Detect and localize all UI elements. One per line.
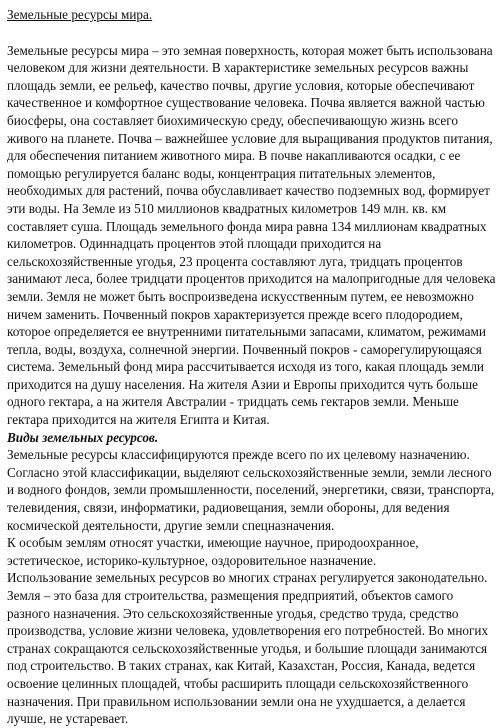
body-paragraph: Земельные ресурсы мира – это земная поверхность, которая может быть использована человеком для жизни деятельности. В характеристике земельных ресурсов важны площадь земли, ее рельеф, качество почвы, другие условия, которые обеспечивают качественное и комфортное существование человека. Почва является важной частью биосферы, она составляет биохимическую среду, обеспечивающую жизнь всего живого на планете. Почва – важнейшее условие для выращивания продуктов питания, для обеспечения питанием животного мира. В почве накапливаются осадки, с ее помощью регулируется баланс воды, концентрация питательных элементов, необходимых для растений, почва обуславливает качество подземных вод, формирует эти воды. На Земле из 510 миллионов квадратных километров 149 млн. кв. км составляет суша. Площадь земельного фонда мира равна 134 миллионам квадратных километров. Одиннадцать процентов этой площади приходится на сельскохозяйственные угодья, 23 процента составляют луга, тридцать процентов занимают леса, более тридцати процентов приходится на малопригодные для человека земли. Земля не может быть воспроизведена искусственным путем, ее невозможно ничем заменить. Почвенный покров характеризуется прежде всего плодородием, которое определяется ее внутренними питательными запасами, климатом, режимами тепла, воды, воздуха, солнечной энергии. Почвенный покров - саморегулирующаяся система. Земельный фонд мира рассчитывается исходя из того, какая площадь земли приходится на душу населения. На жителя Азии и Европы приходится чуть больше одного гектара, а на жителя Австралии - тридцать семь гектаров земли. Меньше гектара приходится на жителя Египта и Китая.	[7, 42, 496, 428]
section-paragraph: К особым землям относят участки, имеющие научное, природоохранное, эстетическое, историко-культурное, оздоровительное назначение.	[7, 535, 419, 568]
section-paragraph: Земельные ресурсы классифицируются прежде всего по их целевому назначению. Согласно этой классификации, выделяют сельскохозяйственные земли, земли лесного и водного фондов, земли промышленности, поселений, энергетики, связи, транспорта, телевидения, связи, информатики, радиовещания, земли обороны, для ведения космической деятельности, другие земли спецназначения.	[7, 447, 495, 533]
section-paragraph: Использование земельных ресурсов во многих странах регулируется законодательно. Земля – это база для строительства, размещения предприятий, объектов самого разного назначения. Это сельскохозяйственные угодья, средство труда, средство производства, условие жизни человека, удовлетворения его потребностей. Во многих странах сокращаются сельскохозяйственные угодья, и большие площади занимаются под строительство. В таких странах, как Китай, Казахстан, Россия, Канада, ведется освоение целинных площадей, чтобы расширить площади сельскохозяйственного назначения. При правильном использовании земли она не ухудшается, а делается лучше, не устаревает.	[7, 570, 489, 727]
section-heading: Виды земельных ресурсов.	[7, 429, 159, 445]
document-title: Земельные ресурсы мира.	[7, 7, 153, 22]
